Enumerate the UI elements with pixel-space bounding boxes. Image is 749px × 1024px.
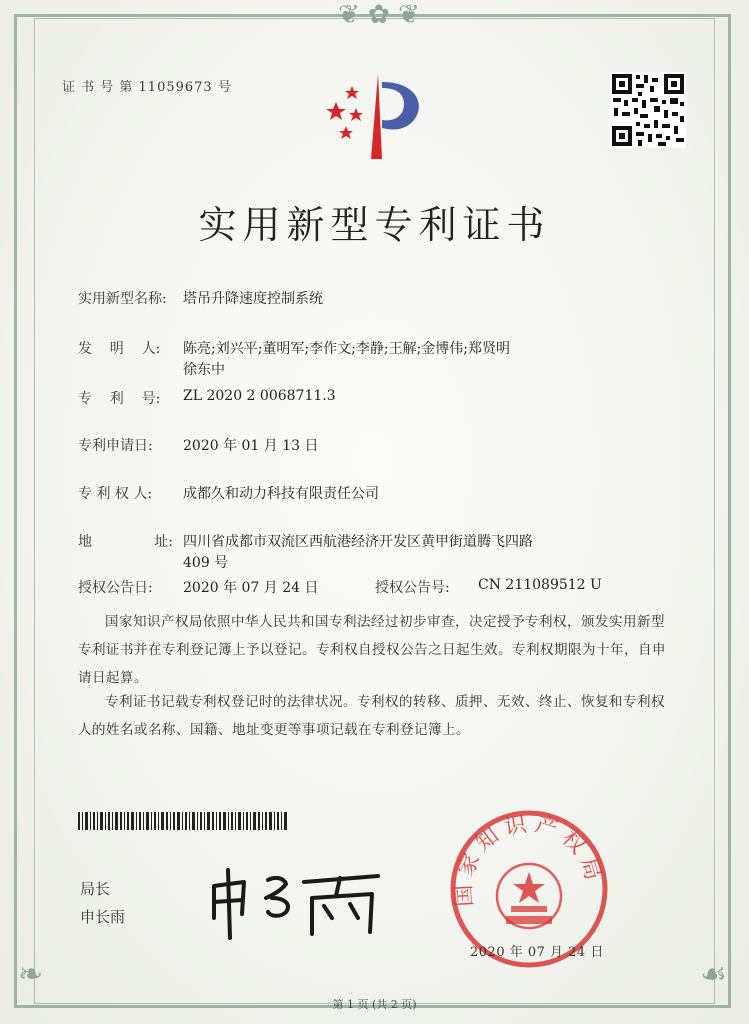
inventor-label: 发 明 人: bbox=[78, 341, 161, 357]
certificate-number: 证 书 号 第 11059673 号 bbox=[62, 80, 232, 95]
address-label: 地 址: bbox=[78, 534, 174, 550]
address-value-line-1: 四川省成都市双流区西航港经济开发区黄甲街道腾飞四路 bbox=[183, 534, 533, 550]
announcement-date-label: 授权公告日: bbox=[78, 580, 153, 596]
patent-number-value: ZL 2020 2 0068711.3 bbox=[183, 388, 336, 404]
announcement-number-label: 授权公告号: bbox=[375, 580, 450, 596]
page-number: 第 1 页 (共 2 页) bbox=[332, 998, 417, 1011]
ornament-bottom-left-icon: ❧ bbox=[18, 957, 44, 992]
utility-model-name-value: 塔吊升降速度控制系统 bbox=[183, 291, 323, 307]
announcement-date-value: 2020 年 07 月 24 日 bbox=[183, 580, 319, 596]
inventor-value-line-2: 徐东中 bbox=[183, 362, 225, 378]
qr-code-icon bbox=[610, 72, 686, 148]
patentee-value: 成都久和动力科技有限责任公司 bbox=[183, 486, 379, 502]
director-name: 申长雨 bbox=[80, 908, 126, 926]
ornament-bottom-right-icon: ☙ bbox=[700, 957, 727, 992]
barcode-icon bbox=[78, 812, 288, 830]
director-title: 局长 bbox=[80, 880, 111, 898]
svg-text:国家知识产权局: 国家知识产权局 bbox=[450, 810, 608, 908]
ornament-top-icon: ❦ ✿ ❦ bbox=[338, 0, 420, 30]
certificate-title: 实用新型专利证书 bbox=[198, 203, 551, 247]
legal-paragraph-2: 专利证书记载专利权登记时的法律状况。专利权的转移、质押、无效、终止、恢复和专利权人的姓名或名称、国籍、地址变更等事项记载在专利登记簿上。 bbox=[78, 694, 665, 738]
cnipa-logo-icon bbox=[316, 64, 436, 164]
patentee-label: 专 利 权 人: bbox=[78, 486, 153, 502]
patent-number-label: 专 利 号: bbox=[78, 391, 161, 407]
signature-icon bbox=[200, 852, 390, 942]
announcement-number-value: CN 211089512 U bbox=[478, 577, 602, 593]
inventor-value-line-1: 陈亮;刘兴平;董明军;李作文;李静;王解;金博伟;郑贤明 bbox=[183, 341, 511, 357]
seal-date: 2020 年 07 月 24 日 bbox=[470, 945, 604, 960]
application-date-value: 2020 年 01 月 13 日 bbox=[183, 438, 319, 454]
address-value-line-2: 409 号 bbox=[183, 555, 229, 571]
application-date-label: 专利申请日: bbox=[78, 438, 153, 454]
utility-model-name-label: 实用新型名称: bbox=[78, 291, 167, 307]
legal-paragraph-1: 国家知识产权局依照中华人民共和国专利法经过初步审查，决定授予专利权，颁发实用新型专利证书并在专利登记簿上予以登记。专利权自授权公告之日起生效。专利权期限为十年，自申请日起算。 bbox=[78, 614, 666, 686]
